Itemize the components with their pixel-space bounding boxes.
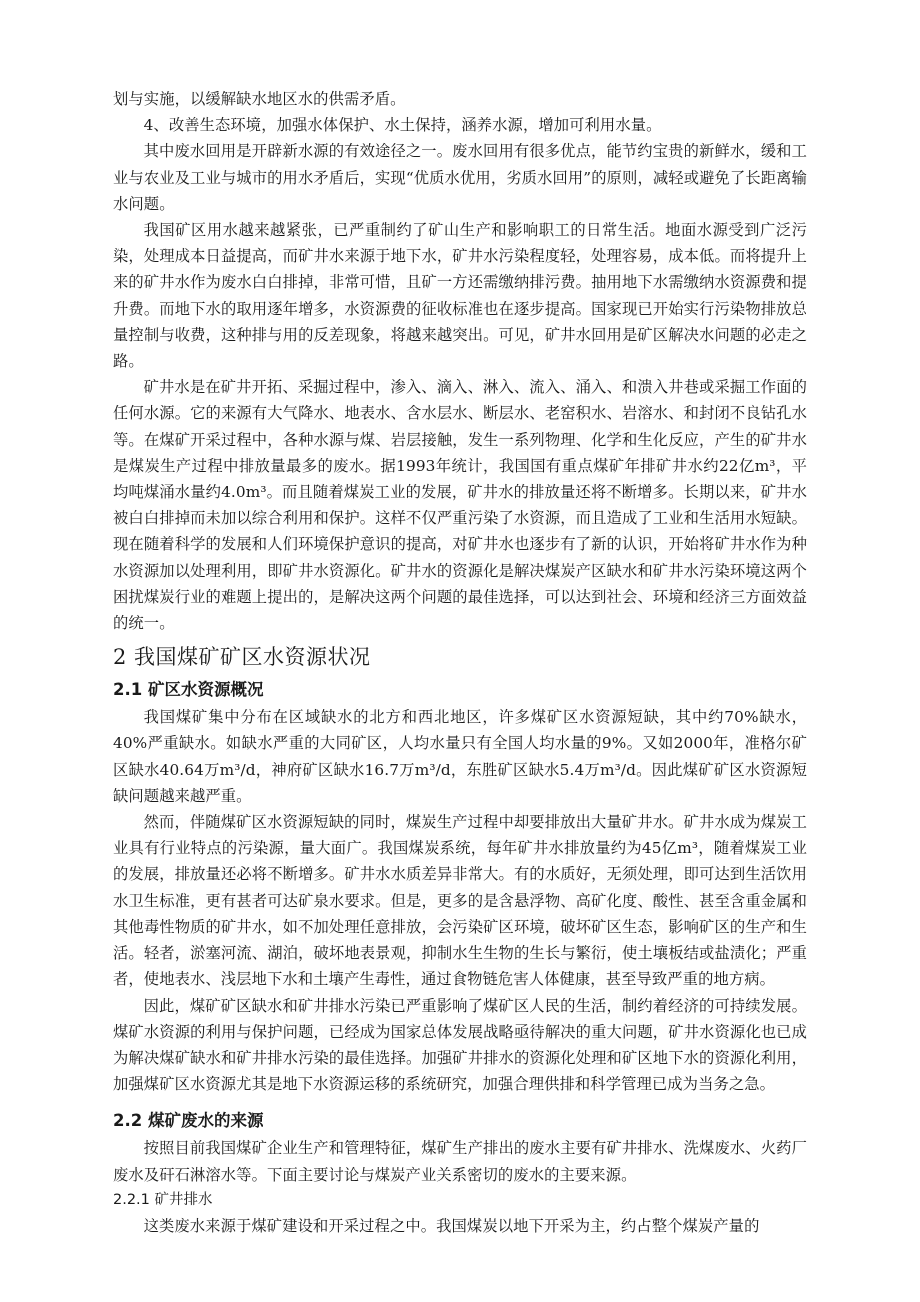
paragraph: 矿井水是在矿井开拓、采掘过程中，渗入、滴入、淋入、流入、涌入、和溃入井巷或采掘工作面的任何水源。它的来源有大气降水、地表水、含水层水、断层水、老窑积水、岩溶水、和封闭不良钻孔水等。在煤矿开采过程中，各种水源与煤、岩层接触，发生一系列物理、化学和生化反应，产生的矿井水是煤炭生产过程中排放量最多的废水。据1993年统计，我国国有重点煤矿年排矿井水约22亿m³，平均吨煤涌水量约4.0m³。而且随着煤炭工业的发展，矿井水的排放量还将不断增多。长期以来，矿井水被白白排掉而未加以综合利用和保护。这样不仅严重污染了水资源，而且造成了工业和生活用水短缺。现在随着科学的发展和人们环境保护意识的提高，对矿井水也逐步有了新的认识，开始将矿井水作为种水资源加以处理利用，即矿井水资源化。矿井水的资源化是解决煤炭产区缺水和矿井水污染环境这两个困扰煤炭行业的难题上提出的，是解决这两个问题的最佳选择，可以达到社会、环境和经济三方面效益的统一。	[113, 378, 807, 633]
paragraph: 因此，煤矿矿区缺水和矿井排水污染已严重影响了煤矿区人民的生活，制约着经济的可持续发展。煤矿水资源的利用与保护问题，已经成为国家总体发展战略亟待解决的重大问题，矿井水资源化也已成为解决煤矿缺水和矿井排水污染的最佳选择。加强矿井排水的资源化处理和矿区地下水的资源化利用，加强煤矿区水资源尤其是地下水资源运移的系统研究，加强合理供排和科学管理已成为当务之急。	[113, 996, 807, 1094]
paragraph: 其中废水回用是开辟新水源的有效途径之一。废水回用有很多优点，能节约宝贵的新鲜水，缓和工业与农业及工业与城市的用水矛盾后，实现“优质水优用，劣质水回用”的原则，减轻或避免了长距离输水问题。	[113, 142, 807, 213]
intro-section	[113, 86, 807, 636]
section-heading-2-2: 2.2 煤矿废水的来源	[113, 1111, 264, 1131]
spacer	[113, 1097, 807, 1105]
section-heading-2-2-1: 2.2.1 矿井排水	[113, 1191, 213, 1208]
section-heading-2: 2 我国煤矿矿区水资源状况	[113, 645, 371, 670]
paragraph: 然而，伴随煤矿区水资源短缺的同时，煤炭生产过程中却要排放出大量矿井水。矿井水成为煤炭工业具有行业特点的污染源，量大面广。我国煤炭系统，每年矿井水排放量约为45亿m³，随着煤炭工业的发展，排放量还必将不断增多。矿井水水质差异非常大。有的水质好，无须处理，即可达到生活饮用水卫生标准，更有甚者可达矿泉水要求。但是，更多的是含悬浮物、高矿化度、酸性、甚至含重金属和其他毒性物质的矿井水，如不加处理任意排放，会污染矿区环境，破坏矿区生态，影响矿区的生产和生活。轻者，淤塞河流、湖泊，破坏地表景观，抑制水生生物的生长与繁衍，使土壤板结或盐渍化；严重者，使地表水、浅层地下水和土壤产生毒性，通过食物链危害人体健康，甚至导致严重的地方病。	[113, 813, 807, 989]
paragraph: 我国煤矿集中分布在区域缺水的北方和西北地区，许多煤矿区水资源短缺，其中约70%缺水，40%严重缺水。如缺水严重的大同矿区，人均水量只有全国人均水量的9%。又如2000年，准格尔矿区缺水40.64万m³/d，神府矿区缺水16.7万m³/d，东胜矿区缺水5.4万m³/d。因此煤矿矿区水资源短缺问题越来越严重。	[113, 708, 807, 805]
document-page	[113, 86, 807, 1239]
paragraph: 这类废水来源于煤矿建设和开采过程之中。我国煤炭以地下开采为主，约占整个煤炭产量的	[143, 1216, 760, 1235]
paragraph: 按照目前我国煤矿企业生产和管理特征，煤矿生产排出的废水主要有矿井排水、洗煤废水、火药厂废水及矸石淋溶水等。下面主要讨论与煤炭产业关系密切的废水的主要来源。	[113, 1139, 807, 1184]
paragraph: 我国矿区用水越来越紧张，已严重制约了矿山生产和影响职工的日常生活。地面水源受到广泛污染，处理成本日益提高，而矿井水来源于地下水，矿井水污染程度轻，处理容易，成本低。而将提升上来的矿井水作为废水白白排掉，非常可惜，且矿一方还需缴纳排污费。抽用地下水需缴纳水资源费和提升费。而地下水的取用逐年增多，水资源费的征收标准也在逐步提高。国家现已开始实行污染物排放总量控制与收费，这种排与用的反差现象，将越来越突出。可见，矿井水回用是矿区解决水问题的必走之路。	[113, 221, 807, 371]
paragraph: 4、改善生态环境，加强水体保护、水土保持，涵养水源，增加可利用水量。	[143, 116, 662, 135]
section-heading-2-1: 2.1 矿区水资源概况	[113, 680, 264, 700]
paragraph: 划与实施，以缓解缺水地区水的供需矛盾。	[113, 90, 406, 108]
